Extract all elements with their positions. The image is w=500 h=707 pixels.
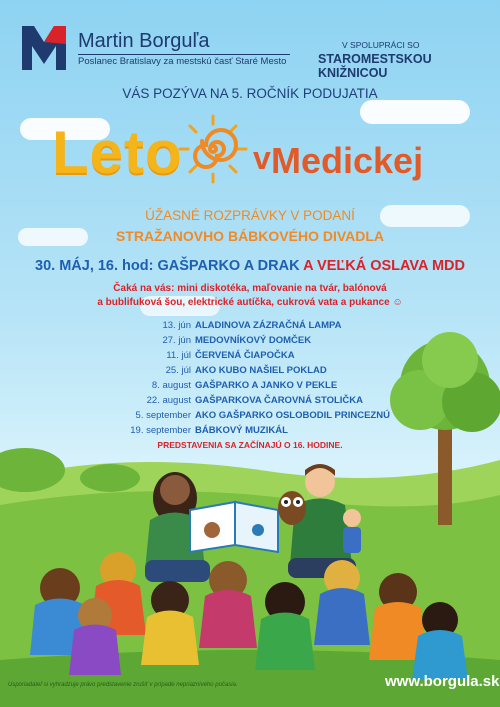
schedule-date: 11. júl (166, 350, 191, 361)
schedule-title: AKO KUBO NAŠIEL POKLAD (195, 365, 327, 376)
cooperation-label: V SPOLUPRÁCI SO (342, 40, 420, 50)
title-leto: Leto (52, 119, 183, 186)
schedule-title: MEDOVNÍKOVÝ DOMČEK (195, 335, 312, 346)
brand-divider (78, 54, 290, 55)
brand-name: Martin Borguľa (78, 30, 210, 52)
offer-line-1: Čaká na vás: mini diskotéka, maľovanie na tvár, balónová (113, 283, 387, 294)
owl-puppet-icon (278, 491, 306, 525)
mb-logo-icon (20, 24, 68, 72)
disclaimer: Usporiadateľ si vyhradzuje právo predstavenie zrušiť v prípade nepriaznivého počasia. (8, 682, 238, 688)
schedule-date: 19. september (130, 425, 191, 436)
open-book-icon (190, 502, 278, 552)
schedule-item (0, 410, 500, 424)
schedule-item (0, 380, 500, 394)
schedule-title: ČERVENÁ ČIAPOČKA (195, 350, 295, 361)
schedule-item (0, 395, 500, 409)
schedule-title: AKO GAŠPARKO OSLOBODIL PRINCEZNÚ (195, 410, 390, 421)
offer-line-2: a bublifuková šou, elektrické autíčka, cukrová vata a pukance ☺ (97, 297, 403, 308)
subtitle-line-2: STRAŽANOVHO BÁBKOVÉHO DIVADLA (115, 228, 385, 244)
title-medickej: Medickej (271, 140, 424, 181)
schedule-date: 5. september (135, 410, 191, 421)
main-event-date: 30. MÁJ, 16. hod: (35, 258, 154, 274)
schedule-date: 27. jún (162, 335, 191, 346)
cooperation-partner: STAROMESTSKOU KNIŽNICOU (318, 52, 432, 80)
schedule-date: 8. august (151, 380, 191, 391)
main-event (0, 258, 500, 274)
title-v: v (253, 140, 271, 176)
offer-text (0, 282, 500, 310)
schedule-item (0, 335, 500, 349)
website-link[interactable]: www.borgula.sk (385, 673, 500, 690)
schedule-item (0, 320, 500, 334)
schedule-item (0, 350, 500, 364)
main-event-name: GAŠPARKO A DRAK (157, 258, 300, 274)
schedule-title: BÁBKOVÝ MUZIKÁL (195, 425, 288, 436)
brand-subtitle: Poslanec Bratislavy za mestskú časť Staré Mesto (78, 56, 287, 67)
schedule-title: GAŠPARKO A JANKO V PEKLE (195, 380, 338, 391)
main-event-extra: A VEĽKÁ OSLAVA MDD (303, 258, 465, 274)
cloud (360, 100, 470, 124)
schedule-title: GAŠPARKOVA ČAROVNÁ STOLIČKA (195, 395, 364, 406)
boy-puppet-icon (343, 509, 361, 553)
schedule-date: 25. júl (165, 365, 191, 376)
schedule-date: 22. august (146, 395, 191, 406)
schedule-title: ALADINOVA ZÁZRAČNÁ LAMPA (195, 320, 342, 331)
spiral-sun-icon (178, 114, 248, 184)
schedule-date: 13. jún (162, 320, 191, 331)
schedule-item (0, 425, 500, 439)
subtitle-line-1: ÚŽASNÉ ROZPRÁVKY V PODANÍ (145, 208, 355, 223)
start-time-note: PREDSTAVENIA SA ZAČÍNAJÚ O 16. HODINE. (157, 440, 343, 450)
schedule-item (0, 365, 500, 379)
invitation-line: VÁS POZÝVA NA 5. ROČNÍK PODUJATIA (122, 86, 378, 101)
